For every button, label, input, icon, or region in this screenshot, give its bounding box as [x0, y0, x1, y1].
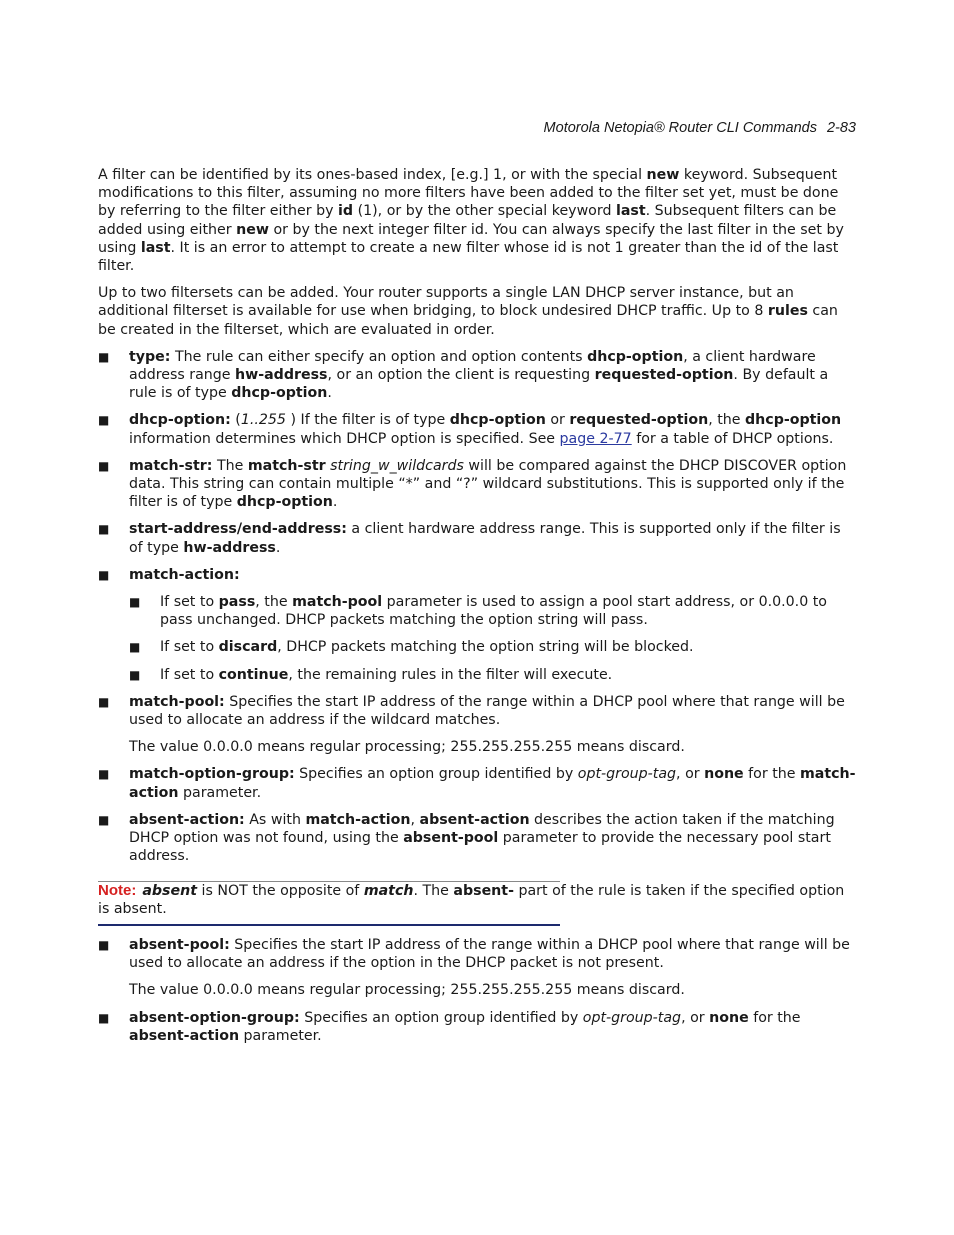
text: part of the rule is taken if the specified option is absent.: [98, 882, 845, 917]
bullet-icon: ■: [129, 667, 141, 682]
bullet-icon: ■: [98, 812, 110, 827]
text: Up to two filtersets can be added. Your router supports a single LAN DHCP server instance, but an additional filterset is available for use when bridging, to block undesired DHCP traffic. Up to 8: [98, 285, 794, 320]
text: , DHCP packets matching the option string will be blocked.: [277, 639, 694, 656]
keyword: absent-: [453, 882, 514, 899]
text: A filter can be identified by its ones-based index, [e.g.] 1, or with the special: [98, 167, 647, 183]
keyword: pass: [218, 594, 256, 611]
list-item-absent-pool: [98, 936, 856, 972]
keyword: requested-option: [594, 367, 734, 384]
running-header: [544, 120, 856, 136]
keyword: last: [615, 203, 646, 220]
keyword: dhcp-option: [449, 412, 546, 429]
note-bottom-rule: [98, 924, 560, 926]
text: parameter.: [178, 784, 262, 801]
bullet-icon: ■: [129, 640, 141, 655]
term-label: match-str:: [129, 457, 213, 474]
keyword: dhcp-option: [231, 385, 328, 402]
text: for a table of DHCP options.: [631, 430, 834, 447]
keyword: absent: [142, 882, 198, 899]
text: or by the next integer filter id. You can always specify the last filter in the set by using: [98, 221, 844, 256]
list-item-dhcp-option: [98, 411, 856, 447]
text: can be created in the filterset, which are evaluated in order.: [98, 303, 838, 338]
text: (: [230, 412, 241, 429]
keyword: last: [140, 239, 171, 256]
text: Specifies the start IP address of the range within a DHCP pool where that range will be used to allocate an address if the wildcard matches.: [129, 693, 845, 729]
text: , the: [708, 412, 746, 429]
term-label: match-pool:: [129, 693, 225, 710]
keyword: discard: [218, 639, 278, 656]
text: .: [327, 385, 332, 402]
bullet-icon: ■: [98, 1010, 110, 1025]
term-label: match-action:: [129, 566, 240, 583]
keyword: dhcp-option: [745, 412, 842, 429]
text: keyword. Subsequent modifications to this filter, assuming no more filters have been added to the filter set yet, must be done by referring to the filter either by: [98, 167, 839, 220]
text: parameter is used to assign a pool start address, or 0.0.0.0 to pass unchanged. DHCP packets matching the option string will pass.: [160, 594, 827, 629]
note-top-rule: [98, 881, 560, 882]
text: (1), or by the other special keyword: [353, 203, 616, 220]
param: string_w_wildcards: [330, 457, 464, 474]
term-label: absent-option-group:: [129, 1009, 300, 1026]
text: , the remaining rules in the filter will execute.: [288, 666, 613, 683]
keyword: absent-action: [129, 1027, 240, 1044]
paragraph-filtersets: [98, 284, 856, 339]
text: is NOT the opposite of: [197, 882, 364, 899]
keyword: continue: [218, 666, 289, 683]
list-item-match-option-group: [98, 765, 856, 801]
term-label: dhcp-option:: [129, 412, 231, 429]
text: If set to: [160, 666, 219, 683]
bullet-icon: ■: [98, 694, 110, 709]
text: describes the action taken if the matching DHCP option was not found, using the: [129, 811, 835, 847]
header-title: Motorola Netopia® Router CLI Commands: [543, 120, 817, 136]
bullet-icon: ■: [98, 767, 110, 782]
text: a client hardware address range. This is supported only if the filter is of type: [129, 521, 841, 556]
text: Specifies an option group identified by: [299, 1009, 583, 1026]
text: or: [545, 412, 570, 429]
keyword: absent-pool: [403, 830, 499, 847]
text: , or an option the client is requesting: [327, 367, 595, 384]
param: opt-group-tag: [577, 766, 677, 783]
keyword: id: [338, 203, 354, 220]
bullet-icon: ■: [98, 937, 110, 952]
paragraph-filter-identification: [98, 166, 856, 275]
bullet-icon: ■: [129, 595, 141, 610]
param: 1..255: [240, 412, 286, 429]
list-item-absent-option-group: [98, 1009, 856, 1045]
match-pool-value-note: The value 0.0.0.0 means regular processing; 255.255.255.255 means discard.: [129, 739, 685, 756]
sublist-item-continue: [98, 666, 856, 684]
keyword: dhcp-option: [587, 348, 684, 365]
absent-pool-value-note: The value 0.0.0.0 means regular processing; 255.255.255.255 means discard.: [129, 982, 685, 999]
text: , or: [681, 1009, 710, 1026]
text: The: [212, 457, 248, 474]
text: parameter.: [239, 1027, 322, 1044]
param: opt-group-tag: [582, 1009, 682, 1026]
text: , the: [255, 594, 293, 611]
text: information determines which DHCP option is specified. See: [129, 430, 560, 447]
text: . By default a rule is of type: [129, 367, 829, 402]
bullet-icon: ■: [98, 349, 110, 364]
keyword: match-str: [247, 457, 326, 474]
bullet-icon: ■: [98, 522, 110, 537]
text: ) If the filter is of type: [285, 412, 450, 429]
keyword: match-pool: [292, 594, 383, 611]
body-text: [98, 166, 856, 1054]
keyword: absent-action: [419, 811, 530, 828]
list-item-match-str: [98, 457, 856, 512]
list-item-match-pool: [98, 693, 856, 729]
text: Specifies an option group identified by: [294, 766, 578, 783]
text: . It is an error to attempt to create a new filter whose id is not 1 greater than the id of the last filter.: [98, 239, 839, 275]
term-label: start-address/end-address:: [129, 521, 347, 538]
page-number: 2-83: [826, 120, 856, 136]
text: .: [332, 494, 338, 511]
keyword: new: [646, 167, 680, 183]
text: , or: [676, 766, 705, 783]
text: . The: [413, 882, 454, 899]
text: Specifies the start IP address of the range within a DHCP pool where that range will be used to allocate an address if the option in the DHCP packet is not present.: [129, 936, 850, 972]
keyword: hw-address: [235, 367, 328, 384]
term-label: type:: [129, 348, 171, 365]
bullet-icon: ■: [98, 567, 110, 582]
text: .: [275, 539, 281, 556]
text: for the: [743, 766, 800, 783]
text: will be compared against the DHCP DISCOVER option data. This string can contain multiple “*” and “?” wildcard substitutions. This is supported only if the filter is of type: [129, 457, 847, 511]
keyword: match-action: [305, 811, 411, 828]
term-label: absent-pool:: [129, 936, 230, 953]
text: for the: [748, 1009, 801, 1026]
keyword: dhcp-option: [236, 494, 333, 511]
text: The rule can either specify an option and option contents: [170, 348, 588, 365]
text: , a client hardware address range: [129, 348, 816, 384]
text: If set to: [160, 594, 219, 611]
text: ,: [410, 811, 420, 828]
sublist-item-pass: [98, 593, 856, 629]
list-item-start-end-address: [98, 520, 856, 556]
term-label: absent-action:: [129, 811, 245, 828]
bullet-icon: ■: [98, 413, 110, 428]
note-box: [98, 882, 856, 918]
keyword: match: [363, 882, 414, 899]
text: If set to: [160, 639, 219, 656]
keyword: hw-address: [183, 539, 276, 556]
bullet-icon: ■: [98, 458, 110, 473]
page-link[interactable]: page 2-77: [559, 430, 632, 447]
text: parameter to provide the necessary pool start address.: [129, 830, 831, 865]
keyword: rules: [767, 303, 808, 320]
text: . Subsequent filters can be added using either: [98, 203, 837, 238]
keyword: new: [236, 221, 269, 238]
keyword: requested-option: [569, 412, 709, 429]
keyword: none: [704, 766, 744, 783]
text: As with: [244, 811, 306, 828]
keyword: match-action: [129, 766, 856, 801]
keyword: none: [709, 1009, 749, 1026]
list-item-match-action: [98, 566, 856, 584]
list-item-absent-action: [98, 811, 856, 866]
list-item-type: [98, 348, 856, 403]
sublist-item-discard: [98, 638, 856, 656]
note-label: Note:: [98, 881, 137, 899]
term-label: match-option-group:: [129, 766, 295, 783]
